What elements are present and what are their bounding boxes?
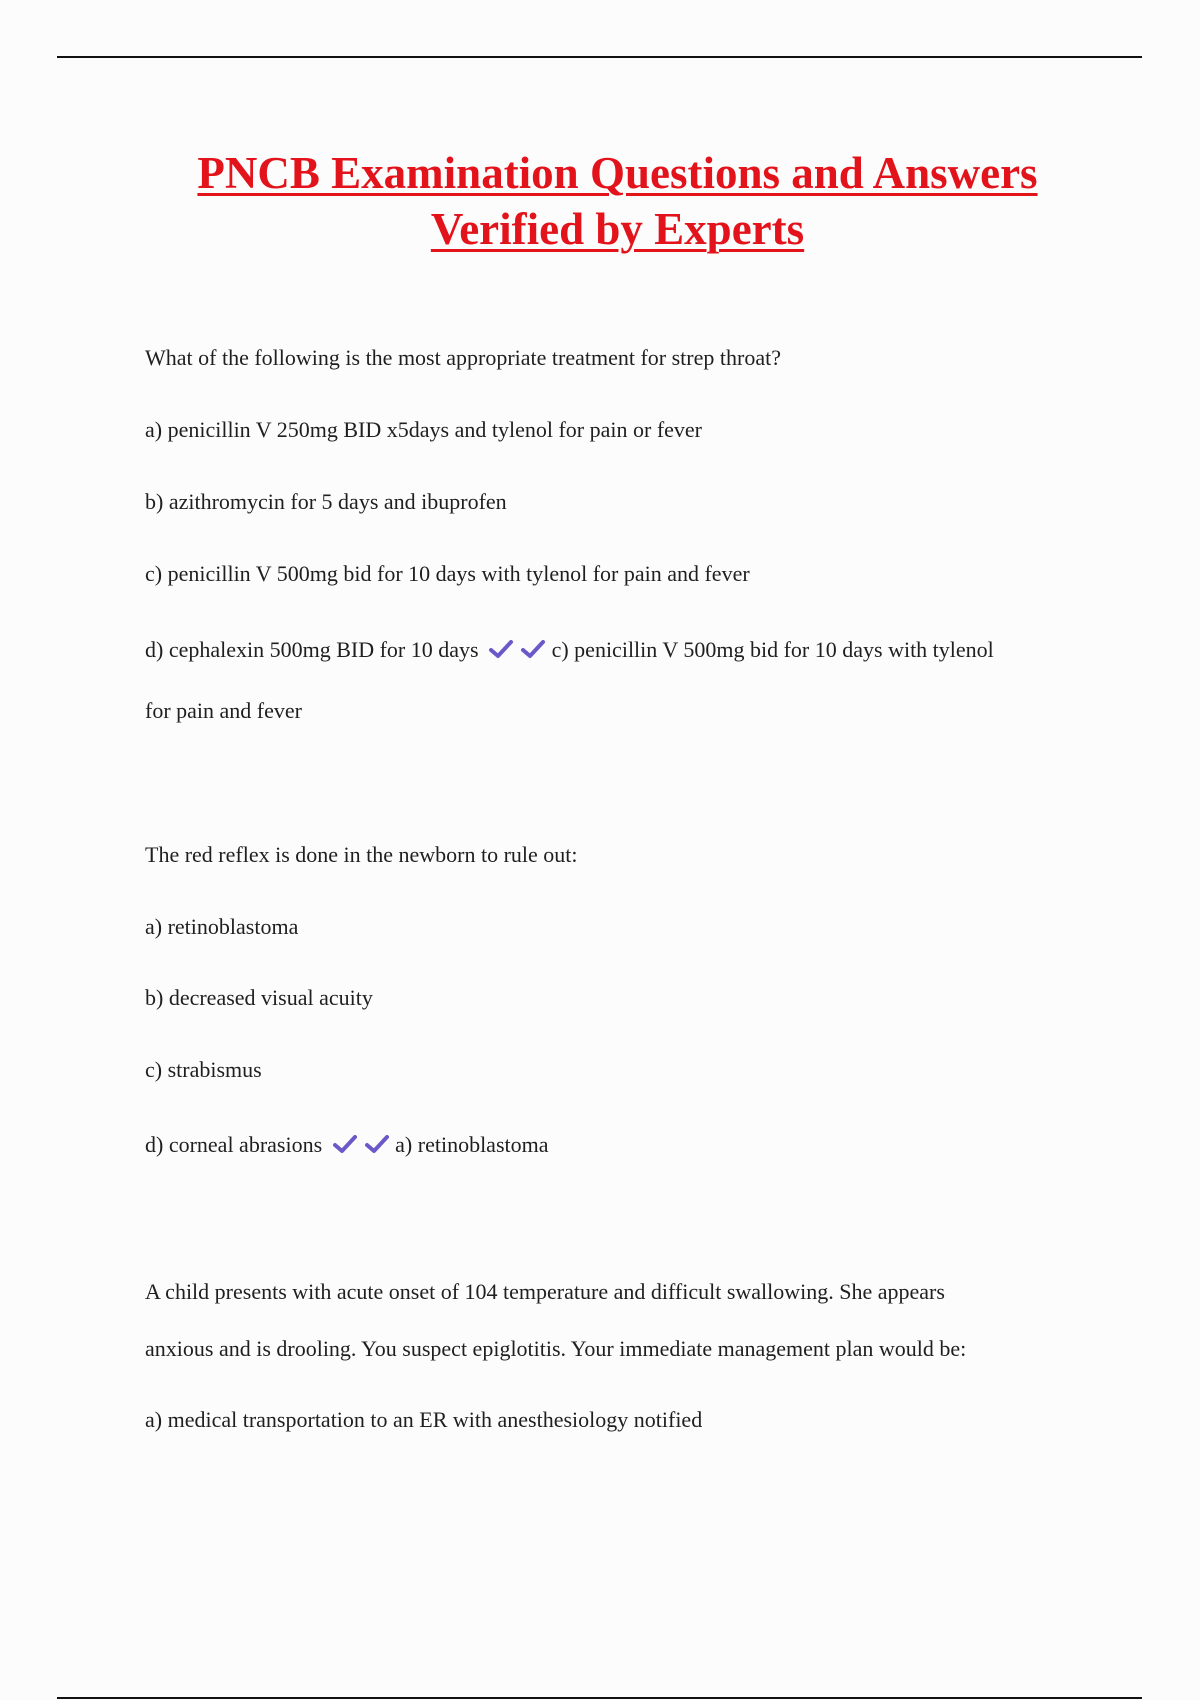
question-3-option-a: a) medical transportation to an ER with anesthesiology notified [145, 1407, 703, 1432]
question-3-prompt-line-2: anxious and is drooling. You suspect epiglotitis. Your immediate management plan would be: [145, 1336, 967, 1361]
question-1-option-a: a) penicillin V 250mg BID x5days and tylenol for pain or fever [145, 417, 703, 442]
checkmark-icon [488, 638, 514, 660]
question-2-option-b: b) decreased visual acuity [145, 985, 373, 1010]
checkmark-icon [332, 1133, 358, 1155]
footer-rule [57, 1697, 1142, 1699]
question-2-option-c: c) strabismus [145, 1057, 262, 1082]
checkmark-icon [364, 1133, 390, 1155]
checkmark-icon [520, 638, 546, 660]
title-line-1: PNCB Examination Questions and Answers [197, 148, 1038, 198]
question-1-prompt: What of the following is the most appropriate treatment for strep throat? [145, 345, 781, 370]
question-1-option-c: c) penicillin V 500mg bid for 10 days with tylenol for pain and fever [145, 561, 750, 586]
question-2-answer: a) retinoblastoma [395, 1132, 549, 1157]
question-1-answer: c) penicillin V 500mg bid for 10 days with tylenol [551, 637, 994, 662]
question-1-option-d-row [145, 636, 994, 664]
question-1-option-d: d) cephalexin 500mg BID for 10 days [145, 637, 479, 662]
question-1-answer-continued: for pain and fever [145, 698, 302, 723]
question-3-prompt-line-1: A child presents with acute onset of 104 temperature and difficult swallowing. She appears [145, 1279, 945, 1304]
header-rule [57, 56, 1142, 58]
question-1-option-b: b) azithromycin for 5 days and ibuprofen [145, 489, 507, 514]
question-2-option-d-row [145, 1131, 549, 1159]
question-2-option-a: a) retinoblastoma [145, 914, 299, 939]
question-2-prompt: The red reflex is done in the newborn to rule out: [145, 842, 578, 867]
title-line-2: Verified by Experts [430, 204, 805, 254]
question-2-option-d: d) corneal abrasions [145, 1132, 323, 1157]
page-title [60, 145, 1175, 257]
